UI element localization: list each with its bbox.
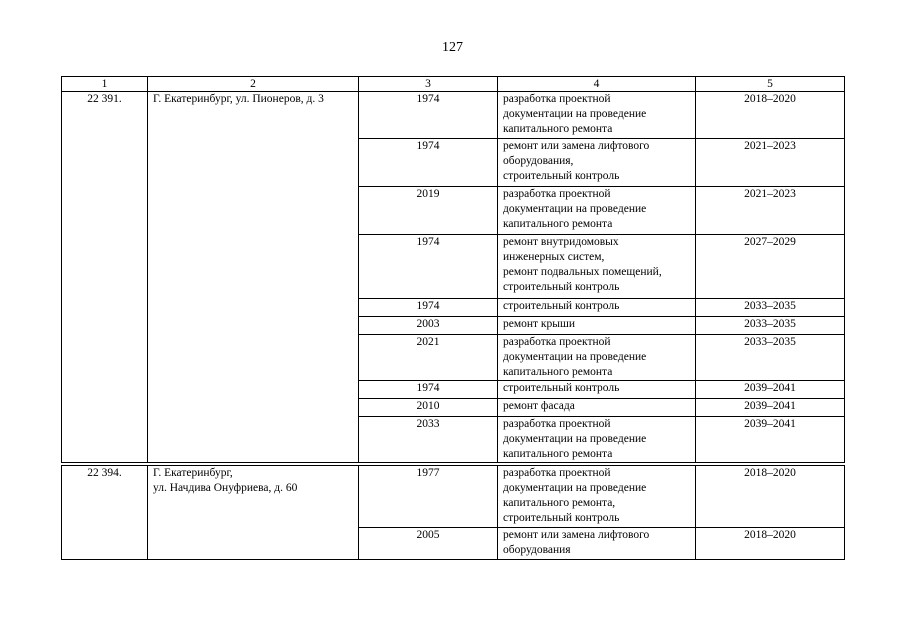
column-header-3: 3 [359,77,498,92]
work-type: разработка проектной документации на проведение капитального ремонта [498,92,696,139]
construction-year: 2010 [359,399,498,417]
entry-address: Г. Екатеринбург, ул. Начдива Онуфриева, д. 60 [148,466,359,560]
work-period: 2021–2023 [696,139,845,187]
work-type: строительный контроль [498,299,696,317]
work-period: 2018–2020 [696,92,845,139]
column-header-2: 2 [148,77,359,92]
construction-year: 2021 [359,335,498,381]
construction-year: 2033 [359,417,498,463]
work-type: разработка проектной документации на проведение капитального ремонта, строительный контроль [498,466,696,528]
work-type: ремонт крыши [498,317,696,335]
work-type: строительный контроль [498,381,696,399]
table-row [62,92,845,139]
construction-year: 2019 [359,187,498,235]
work-period: 2021–2023 [696,187,845,235]
construction-year: 1977 [359,466,498,528]
work-period: 2039–2041 [696,381,845,399]
construction-year: 1974 [359,381,498,399]
construction-year: 2005 [359,528,498,560]
work-type: разработка проектной документации на проведение капитального ремонта [498,417,696,463]
entry-number: 22 394. [62,466,148,560]
work-period: 2018–2020 [696,466,845,528]
work-period: 2018–2020 [696,528,845,560]
page-number: 127 [442,40,463,55]
column-header-4: 4 [498,77,696,92]
construction-year: 1974 [359,299,498,317]
work-type: ремонт или замена лифтового оборудования, строительный контроль [498,139,696,187]
work-type: разработка проектной документации на проведение капитального ремонта [498,187,696,235]
entry-number: 22 391. [62,92,148,463]
work-period: 2039–2041 [696,417,845,463]
table-row [62,466,845,528]
work-period: 2039–2041 [696,399,845,417]
work-period: 2033–2035 [696,299,845,317]
construction-year: 1974 [359,139,498,187]
construction-year: 1974 [359,92,498,139]
work-period: 2033–2035 [696,317,845,335]
column-header-5: 5 [696,77,845,92]
works-table-part-1 [61,76,845,463]
column-header-1: 1 [62,77,148,92]
work-period: 2033–2035 [696,335,845,381]
entry-address: Г. Екатеринбург, ул. Пионеров, д. 3 [148,92,359,463]
work-type: ремонт или замена лифтового оборудования [498,528,696,560]
work-type: разработка проектной документации на проведение капитального ремонта [498,335,696,381]
construction-year: 1974 [359,235,498,299]
works-table-part-2 [61,465,845,560]
work-type: ремонт внутридомовых инженерных систем, ремонт подвальных помещений, строительный контроль [498,235,696,299]
construction-year: 2003 [359,317,498,335]
work-period: 2027–2029 [696,235,845,299]
work-type: ремонт фасада [498,399,696,417]
header-row [62,77,845,92]
